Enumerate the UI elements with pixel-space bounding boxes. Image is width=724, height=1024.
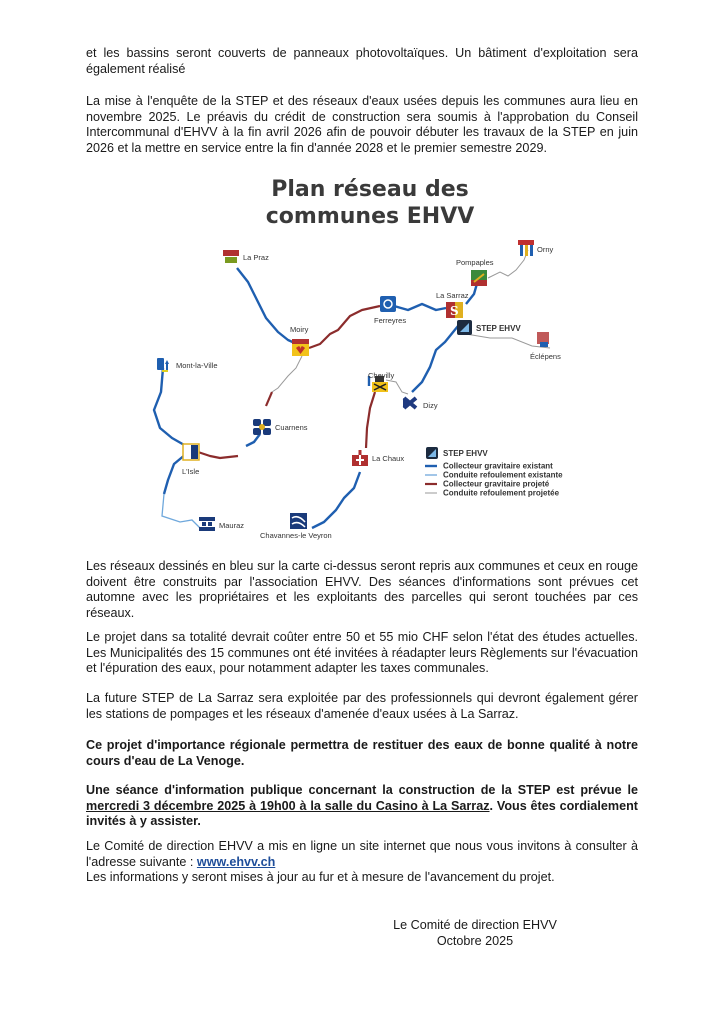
svg-text:Conduite refoulement projetée: Conduite refoulement projetée xyxy=(443,488,560,498)
map-title-line2: communes EHVV xyxy=(265,204,475,229)
pipe-lapraz-moiry xyxy=(237,268,297,344)
marker-pompaples xyxy=(456,258,494,286)
map-legend xyxy=(425,447,563,498)
marker-mauraz xyxy=(199,517,244,531)
paragraph-website xyxy=(86,839,638,870)
marker-step xyxy=(457,320,521,335)
svg-text:Cuarnens: Cuarnens xyxy=(275,423,308,432)
svg-text:Pompaples: Pompaples xyxy=(456,258,494,267)
svg-text:La Praz: La Praz xyxy=(243,253,269,262)
marker-cuarnens xyxy=(253,419,308,435)
svg-text:Chavannes-le Veyron: Chavannes-le Veyron xyxy=(260,531,332,540)
marker-moiry xyxy=(290,325,309,356)
pipe-cuarnens-lisle xyxy=(246,434,260,446)
pipe-step-dizy xyxy=(412,326,458,392)
info-session-text: Une séance d'information publique concernant la construction de la STEP est prévue le xyxy=(86,783,638,797)
svg-text:Éclépens: Éclépens xyxy=(530,352,561,361)
marker-ferreyres xyxy=(374,296,406,325)
svg-text:Collecteur gravitaire projeté: Collecteur gravitaire projeté xyxy=(443,479,550,489)
svg-text:La Chaux: La Chaux xyxy=(372,454,405,463)
marker-la-sarraz xyxy=(436,291,469,318)
pipe-chevilly-lachaux xyxy=(366,392,375,448)
marker-dizy xyxy=(403,398,438,410)
marker-lisle xyxy=(182,444,199,476)
pipe-ferreyres-lasarraz xyxy=(394,304,446,310)
svg-text:STEP EHVV: STEP EHVV xyxy=(476,324,521,333)
paragraph-cost: Le projet dans sa totalité devrait coûter entre 50 et 55 mio CHF selon l'état des études actuelles. Les Municipalités des 15 communes ont été invitées à réadapter leurs Règlements sur l'évacuation et l'épuration des eaux, pour notamment adapter les taxes communales. xyxy=(86,630,638,675)
marker-chevilly xyxy=(368,371,395,392)
website-link[interactable]: www.ehvv.ch xyxy=(196,854,276,869)
signature-committee: Le Comité de direction EHVV xyxy=(393,918,557,932)
info-session-invite: . Vous êtes cordialement invités à y assister. xyxy=(86,798,638,828)
network-map xyxy=(140,232,580,552)
paragraph-updates: Les informations y seront mises à jour au fur et à mesure de l'avancement du projet. xyxy=(86,870,555,884)
signature xyxy=(380,917,570,949)
svg-text:Orny: Orny xyxy=(537,245,554,254)
svg-text:Collecteur gravitaire existant: Collecteur gravitaire existant xyxy=(443,461,553,471)
paragraph-importance: Ce projet d'importance régionale permettra de restituer des eaux de bonne qualité à notre cours d'eau de La Venoge. xyxy=(86,738,638,768)
svg-text:Mont-la-Ville: Mont-la-Ville xyxy=(176,361,218,370)
pipe-moiry-cuarnens xyxy=(272,356,302,392)
pipe-lisle-cuarnens xyxy=(198,452,238,458)
pipe-chevilly-dizy xyxy=(386,380,408,394)
marker-chavannes xyxy=(260,513,332,540)
svg-text:Conduite refoulement existante: Conduite refoulement existante xyxy=(443,470,563,480)
svg-text:Ferreyres: Ferreyres xyxy=(374,316,407,325)
svg-text:L'Isle: L'Isle xyxy=(182,467,200,476)
marker-la-praz xyxy=(223,250,269,263)
pipe-cuarnens-north xyxy=(266,392,272,406)
svg-text:Chevilly: Chevilly xyxy=(368,371,395,380)
marker-la-chaux xyxy=(352,450,404,466)
paragraph-info-session xyxy=(86,783,638,830)
pipe-lachaux-chavannes xyxy=(312,472,360,528)
pipe-moiry-ferreyres xyxy=(309,306,380,348)
svg-text:Mauraz: Mauraz xyxy=(219,521,245,530)
marker-mont-la-ville xyxy=(157,358,218,372)
svg-text:S: S xyxy=(450,304,459,318)
map-title xyxy=(200,176,540,230)
svg-text:STEP EHVV: STEP EHVV xyxy=(443,449,488,458)
map-title-line1: Plan réseau des xyxy=(271,177,469,202)
svg-text:Moiry: Moiry xyxy=(290,325,309,334)
paragraph-network-colors: Les réseaux dessinés en bleu sur la carte ci-dessus seront repris aux communes et ceux en rouge doivent être construits par l'association EHVV. Des séances d'informations sont prévues cet automne avec les propriétaires et les exploitants des parcelles qui seront touchées par ces réseaux. xyxy=(86,559,638,620)
website-text: Le Comité de direction EHVV a mis en ligne un site internet que nous vous invitons à consulter à l'adresse suivante : xyxy=(86,839,638,869)
svg-text:Dizy: Dizy xyxy=(423,401,438,410)
svg-text:La Sarraz: La Sarraz xyxy=(436,291,469,300)
info-session-date: mercredi 3 décembre 2025 à 19h00 à la salle du Casino à La Sarraz xyxy=(86,798,490,813)
paragraph-operation: La future STEP de La Sarraz sera exploitée par des professionnels qui devront également gérer les stations de pompages et les réseaux d'amenée d'eaux usées à La Sarraz. xyxy=(86,691,638,721)
signature-date: Octobre 2025 xyxy=(436,934,514,948)
paragraph-schedule: La mise à l'enquête de la STEP et des réseaux d'eaux usées depuis les communes aura lieu en novembre 2025. Le préavis du crédit de construction sera soumis à l'approbation du Conseil Intercommunal d'EHVV à la fin avril 2026 afin de pouvoir débuter les travaux de la STEP en juin 2026 et la mettre en service entre la fin d'année 2028 et le premier semestre 2029. xyxy=(86,94,638,155)
marker-orny xyxy=(518,240,554,256)
pipe-montlaville-lisle xyxy=(154,368,186,446)
paragraph-intro-continued: et les bassins seront couverts de panneaux photovoltaïques. Un bâtiment d'exploitation sera également réalisé xyxy=(86,46,638,76)
